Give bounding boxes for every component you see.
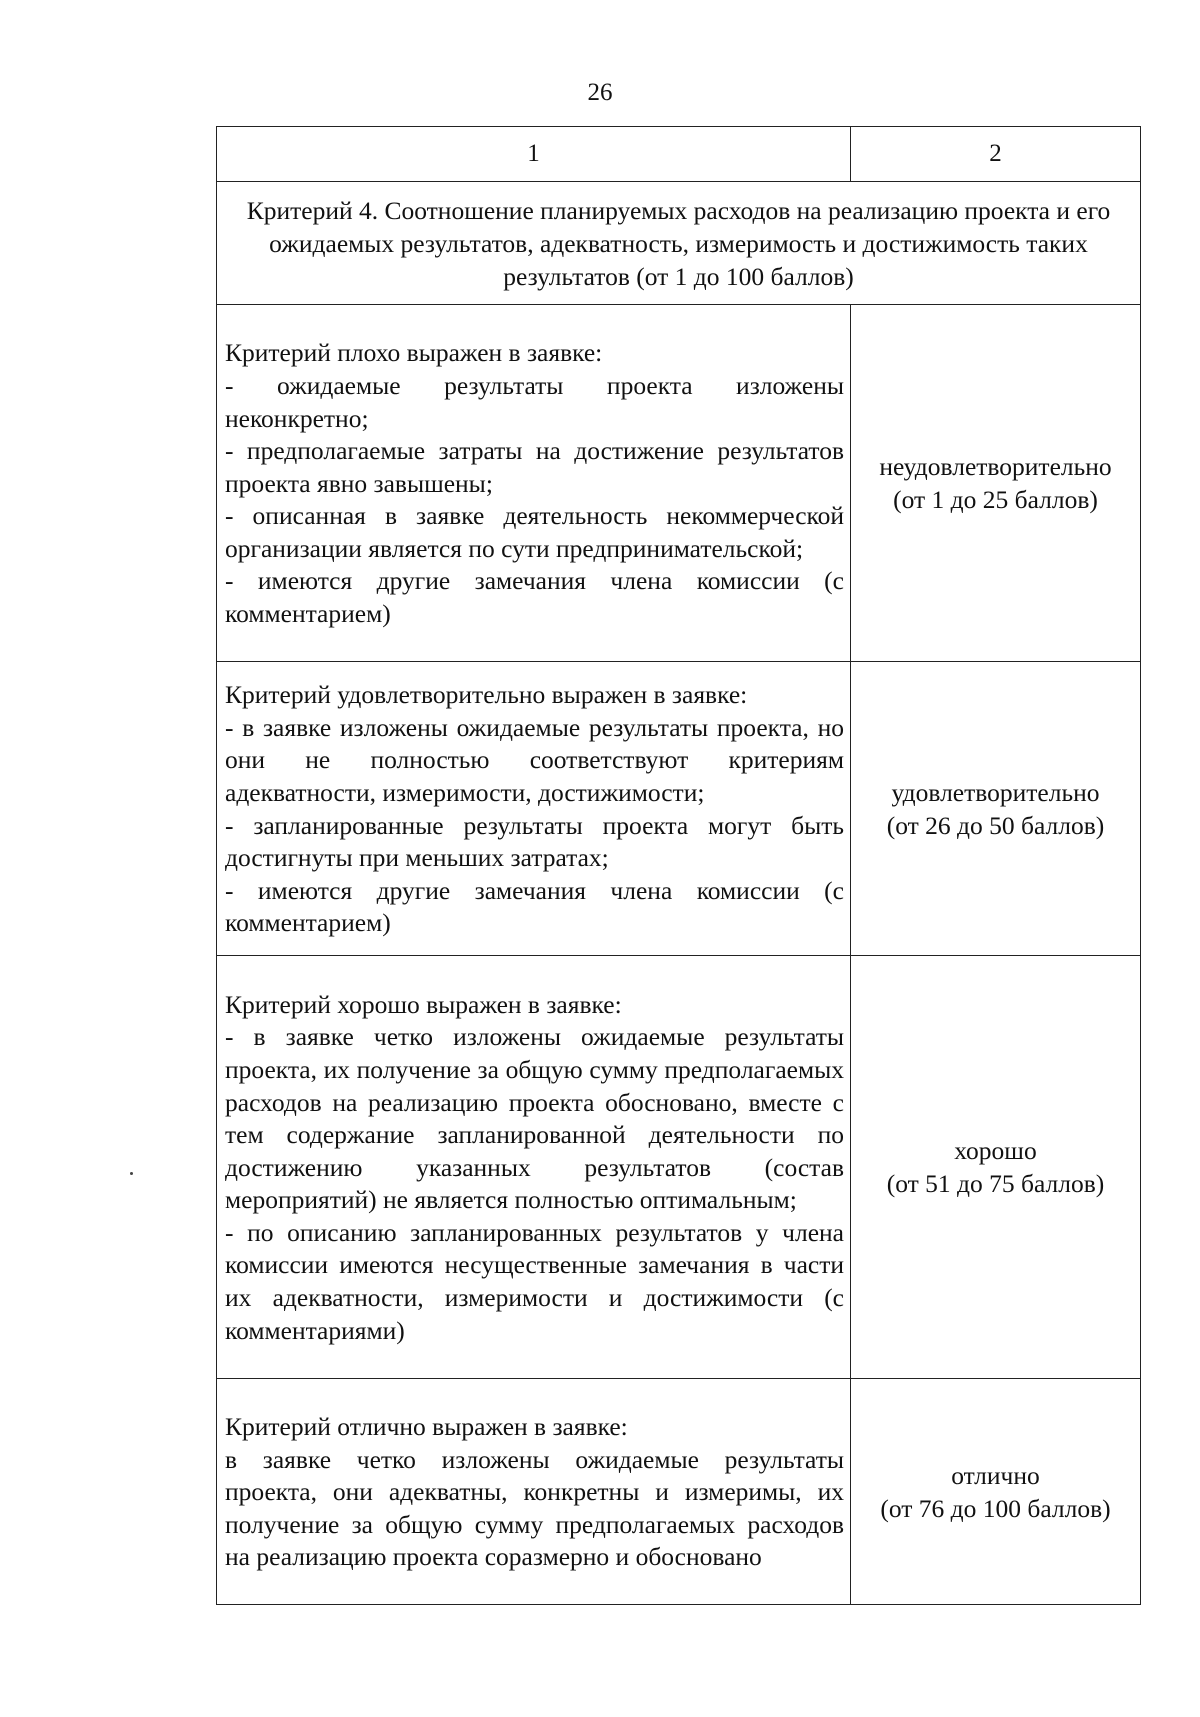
table-row bbox=[217, 956, 1141, 1379]
row-description bbox=[217, 305, 851, 662]
description-line: - ожидаемые результаты проекта изложены неконкретно; bbox=[225, 370, 844, 433]
rating-label: отлично bbox=[951, 1460, 1040, 1490]
description-line: в заявке четко изложены ожидаемые результаты проекта, они адекватны, конкретны и измеримы, их получение за общую сумму предполагаемых расходов на реализацию проекта соразмерно и обосновано bbox=[225, 1444, 844, 1572]
description-line: Критерий хорошо выражен в заявке: bbox=[225, 989, 622, 1019]
criterion-title-row bbox=[217, 182, 1141, 305]
rating-label: хорошо bbox=[954, 1136, 1037, 1165]
row-description bbox=[217, 1379, 851, 1605]
rating-range: (от 26 до 50 баллов) bbox=[886, 810, 1105, 840]
table-row bbox=[217, 1379, 1141, 1605]
rating-range: (от 51 до 75 баллов) bbox=[886, 1169, 1105, 1198]
description-line: - имеются другие замечания члена комиссии (с комментарием) bbox=[225, 875, 844, 938]
description-line: - запланированные результаты проекта могут быть достигнуты при меньших затратах; bbox=[225, 810, 844, 873]
description-line: - описанная в заявке деятельность некоммерческой организации является по сути предпринимательской; bbox=[225, 501, 844, 563]
scan-speck bbox=[130, 1172, 133, 1175]
criteria-table bbox=[216, 126, 1141, 1605]
description-line: - имеются другие замечания члена комиссии (с комментарием) bbox=[225, 566, 844, 629]
rating-label: неудовлетворительно bbox=[879, 452, 1112, 481]
criterion-title: Критерий 4. Соотношение планируемых расходов на реализацию проекта и его ожидаемых результатов, адекватность, измеримость и достижимость таких результатов (от 1 до 100 баллов) bbox=[217, 182, 1141, 305]
description-line: - в заявке изложены ожидаемые результаты проекта, но они не полностью соответствуют критериям адекватности, измеримости, достижимости; bbox=[225, 712, 844, 807]
row-rating bbox=[851, 662, 1141, 956]
table-row bbox=[217, 662, 1141, 956]
description-line: Критерий удовлетворительно выражен в заявке: bbox=[225, 680, 748, 710]
description-line: Критерий плохо выражен в заявке: bbox=[225, 338, 603, 368]
table-header-row bbox=[217, 127, 1141, 182]
rating-label: удовлетворительно bbox=[891, 777, 1100, 807]
column-number-2: 2 bbox=[851, 127, 1141, 182]
description-line: Критерий отлично выражен в заявке: bbox=[225, 1412, 628, 1442]
row-rating bbox=[851, 956, 1141, 1379]
description-line: - предполагаемые затраты на достижение результатов проекта явно завышены; bbox=[225, 436, 844, 498]
rating-range: (от 76 до 100 баллов) bbox=[880, 1493, 1111, 1523]
row-description bbox=[217, 662, 851, 956]
row-rating bbox=[851, 305, 1141, 662]
row-rating bbox=[851, 1379, 1141, 1605]
row-description bbox=[217, 956, 851, 1379]
description-line: - в заявке четко изложены ожидаемые результаты проекта, их получение за общую сумму предполагаемых расходов на реализацию проекта обосновано, вместе с тем содержание запланированной деятельности по достижению указанных результатов (состав мероприятий) не является полностью оптимальным; bbox=[225, 1022, 844, 1215]
table-row bbox=[217, 305, 1141, 662]
page-number: 26 bbox=[587, 79, 613, 106]
description-line: - по описанию запланированных результатов у члена комиссии имеются несущественные замечания в части их адекватности, измеримости и достижимости (с комментариями) bbox=[225, 1217, 844, 1345]
column-number-1: 1 bbox=[217, 127, 851, 182]
rating-range: (от 1 до 25 баллов) bbox=[893, 485, 1098, 514]
